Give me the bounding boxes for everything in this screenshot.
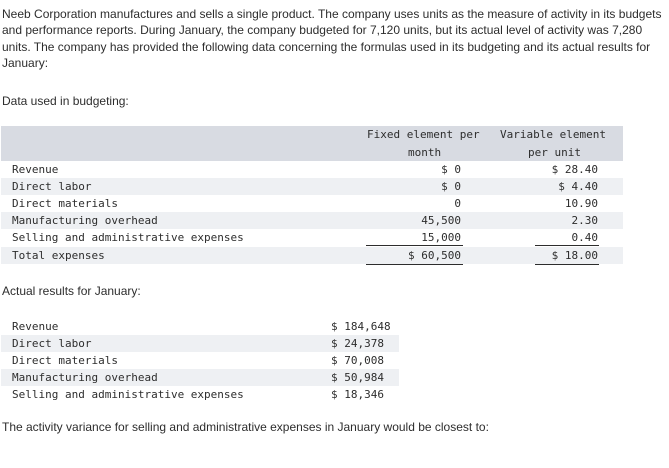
fixed-value: $ 0 <box>441 180 461 193</box>
fixed-value: $ 0 <box>441 163 461 176</box>
fixed-value: 0 <box>454 197 461 210</box>
variable-value: $ 18.00 <box>551 249 598 262</box>
variable-value: 10.90 <box>564 197 598 210</box>
row-label: Direct labor <box>12 180 92 193</box>
actual-row-manufacturing-overhead <box>1 369 399 386</box>
actual-row-selling-admin <box>1 386 399 403</box>
actual-value: $ 18,346 <box>331 388 384 401</box>
actual-value: $ 50,984 <box>331 371 384 384</box>
row-label: Direct labor <box>12 337 92 350</box>
row-label: Direct materials <box>12 354 118 367</box>
actual-row-direct-labor <box>1 335 399 352</box>
row-label: Manufacturing overhead <box>12 214 158 227</box>
row-label: Revenue <box>12 320 59 333</box>
row-label: Revenue <box>12 163 59 176</box>
actual-row-direct-materials <box>1 352 399 369</box>
fixed-col-header-line1: Fixed element per <box>367 128 480 141</box>
question-text: The activity variance for selling and administrative expenses in January would be closest to: <box>2 420 489 434</box>
budget-row-direct-materials <box>1 195 623 212</box>
variable-col-header-line2: per unit <box>528 146 581 159</box>
total-underline-variable <box>535 264 599 265</box>
row-label: Selling and administrative expenses <box>12 231 244 244</box>
actual-heading: Actual results for January: <box>2 284 141 298</box>
budget-row-total-expenses <box>1 247 623 264</box>
row-label: Selling and administrative expenses <box>12 388 244 401</box>
total-underline-fixed <box>366 264 463 265</box>
budget-row-revenue <box>1 161 623 178</box>
actual-value: $ 24,378 <box>331 337 384 350</box>
budget-heading: Data used in budgeting: <box>2 94 129 108</box>
subtotal-underline-fixed <box>366 245 463 246</box>
actual-row-revenue <box>1 318 399 335</box>
variable-value: 0.40 <box>571 231 598 244</box>
actual-value: $ 70,008 <box>331 354 384 367</box>
fixed-col-header-line2: month <box>408 146 442 159</box>
row-label: Manufacturing overhead <box>12 371 158 384</box>
variable-value: $ 28.40 <box>551 163 598 176</box>
fixed-value: $ 60,500 <box>408 249 461 262</box>
budget-row-selling-admin <box>1 229 623 246</box>
budget-row-manufacturing-overhead <box>1 212 623 229</box>
variable-value: $ 4.40 <box>558 180 598 193</box>
row-label: Direct materials <box>12 197 118 210</box>
actual-value: $ 184,648 <box>331 320 391 333</box>
problem-intro: Neeb Corporation manufactures and sells a single product. The company uses units as the measure of activity in its budgets and performance reports. During January, the company budgeted for 7,120 units, but its actual level of activity was 7,280 units. The company has provided the following data concerning the formulas used in its budgeting and its actual results for January: <box>2 7 662 70</box>
fixed-value: 45,500 <box>421 214 461 227</box>
budget-row-direct-labor <box>1 178 623 195</box>
variable-value: 2.30 <box>571 214 598 227</box>
fixed-value: 15,000 <box>421 231 461 244</box>
variable-col-header-line1: Variable element <box>500 128 606 141</box>
row-label: Total expenses <box>12 249 105 262</box>
subtotal-underline-variable <box>535 245 599 246</box>
